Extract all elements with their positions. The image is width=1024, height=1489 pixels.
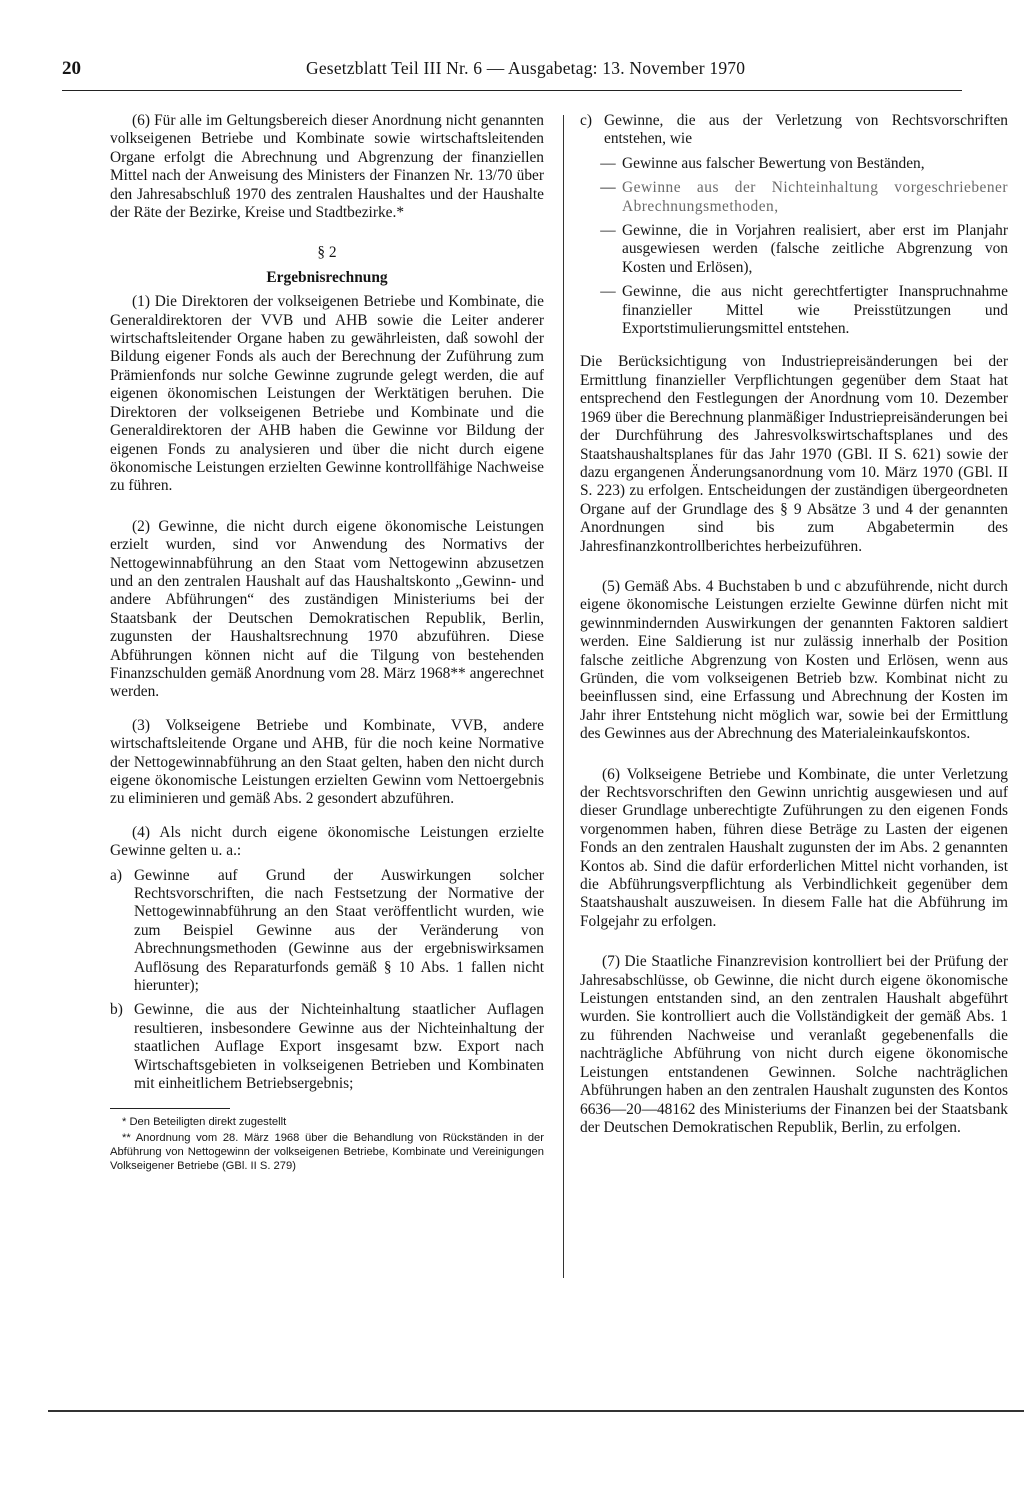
list-item-a: [110, 867, 544, 996]
list-item-label: a): [110, 866, 122, 884]
paragraph-2: (2) Gewinne, die nicht durch eigene ökonomische Leistungen erzielt wurden, sind vor Anwendung des Normativs der Nettogewinnabführung an den Staat vom Nettogewinn abzusetzen und an den zentralen Haushalt auf das Haushaltskonto „Gewinn- und andere Abführungen“ des zuständigen Ministeriums bei der Staatsbank der Deutschen Demokratischen Republik, Berlin, zugunsten der Haushaltsrechnung 1970 abzuführen. Diese Abführungen können nicht auf die Tilgung von bestehenden Finanzschulden gemäß Anordnung vom 28. März 1968** angerechnet werden.: [110, 517, 544, 701]
list-item-label: c): [580, 112, 592, 129]
footnote-rule: [110, 1108, 230, 1109]
footnote-2: ** Anordnung vom 28. März 1968 über die Behandlung von Rückständen in der Abführung von Nettogewinn der volkseigenen Betriebe, Kombinate und Vereinigungen Volkseigener Betriebe (GBl. II S. 279): [110, 1131, 544, 1173]
dash-item: [594, 155, 1008, 173]
dash-item: [594, 222, 1008, 277]
dash-mark: —: [600, 154, 616, 172]
dash-mark: —: [600, 179, 616, 197]
header-title: Gesetzblatt Teil III Nr. 6 — Ausgabetag: 13. November 1970: [306, 58, 746, 78]
paragraph-4: (4) Als nicht durch eigene ökonomische Leistungen erzielte Gewinne gelten u. a.:: [110, 823, 544, 860]
page-number: 20: [62, 58, 81, 79]
left-column: [110, 112, 544, 1173]
list-item-label: b): [110, 1001, 123, 1019]
list-item-text: Gewinne, die aus der Verletzung von Rechtsvorschriften entstehen, wie: [604, 112, 1008, 148]
paragraph-5: (5) Gemäß Abs. 4 Buchstaben b und c abzuführende, nicht durch eigene ökonomische Leistungen erzielte Gewinne dürfen nicht mit gewinnmindernden Auswirkungen der genannten Faktoren saldiert werden. Eine Saldierung ist nur zulässig innerhalb der Position falsche zeitliche Abgrenzung von Kosten und Erlösen, wenn aus Gründen, die vom volkseigenen Betrieb bzw. Kombinat nicht zu beeinflussen sind, eine Erfassung und Abrechnung der Kosten im Jahr ihrer Entstehung nicht möglich war, sowie bei der Ermittlung des Gewinnes aus der Abrechnung des Materialeinkaufskontos.: [580, 577, 1008, 743]
paragraph-7: (7) Die Staatliche Finanzrevision kontrolliert bei der Prüfung der Jahresabschlüsse, ob Gewinne, die nicht durch eigene ökonomische Leistungen entstanden sind, an den zentralen Haushalt abgeführt wurden. Sie kontrolliert auch die Vollständigkeit der gemäß Abs. 1 zu führenden Nachweise und veranlaßt gegebenenfalls die nachträgliche Abführung von nicht durch eigene ökonomische Leistungen entstandenen Gewinnen. Solche nachträglichen Abführungen haben an den zentralen Haushalt zugunsten des Kontos 6636—20—48162 des Ministeriums der Finanzen bei der Staatsbank der Deutschen Demokratischen Republik, Berlin, zu erfolgen.: [580, 953, 1008, 1136]
paragraph-6-right: (6) Volkseigene Betriebe und Kombinate, die unter Verletzung der Rechtsvorschriften den Gewinn unrichtig ausgewiesen und auf dieser Grundlage unberechtigte Zuführungen zu den eigenen Fonds vorgenommen haben, führen diese Beträge zu Lasten der eigenen Fonds an den zentralen Haushalt zugunsten der im Abs. 2 genannten Kontos ab. Sind die dafür erforderlichen Mittel nicht vorhanden, ist die Abführungsverpflichtung als Verbindlichkeit gegenüber dem Staatshaushalt auszuweisen. In diesem Falle hat die Abführung im Folgejahr zu erfolgen.: [580, 765, 1008, 930]
dash-item: [594, 179, 1008, 216]
dash-item-text: Gewinne aus falscher Bewertung von Beständen,: [622, 154, 925, 172]
dash-mark: —: [600, 222, 616, 240]
dash-item-text: Gewinne, die aus nicht gerechtfertigter Inanspruchnahme finanzieller Mittel wie Preisstützungen und Exportstimulierungsmittel entstehen.: [622, 283, 1008, 338]
list-item-b: [110, 1001, 544, 1093]
dash-mark: —: [600, 283, 616, 301]
list-item-text: Gewinne, die aus der Nichteinhaltung staatlicher Auflagen resultieren, insbesondere Gewinne aus der Nichteinhaltung der staatlichen Auflage Export insgesamt bzw. Export nach Wirtschaftsgebieten in volkseigenen Betrieben und Kombinaten mit einheitlichem Betriebsergebnis;: [134, 1001, 544, 1093]
list-item-text: Gewinne auf Grund der Auswirkungen solcher Rechtsvorschriften, die nach Festsetzung der Normative der Nettogewinnabführung an den Staat veröffentlicht wurden, wie zum Beispiel Gewinne aus der Veränderung von Abrechnungsmethoden (Gewinne aus der ergebniswirksamen Auflösung des Reparaturfonds gemäß § 10 Abs. 1 fallen nicht hierunter);: [134, 866, 544, 995]
paragraph-6-left: (6) Für alle im Geltungsbereich dieser Anordnung nicht genannten volkseigenen Betriebe und Kombinate sowie wirtschaftsleitenden Organe erfolgt die Abrechnung und Abgrenzung der finanziellen Mittel nach der Anweisung des Ministers der Finanzen Nr. 13/70 über den Jahresabschluß 1970 des zentralen Haushaltes und der Haushalte der Räte der Bezirke, Kreise und Stadtbezirke.*: [110, 112, 544, 222]
dash-item: [594, 283, 1008, 338]
page-header: [62, 58, 962, 84]
dash-item-text: Gewinne, die in Vorjahren realisiert, aber erst im Planjahr ausgewiesen werden (falsche zeitliche Abgrenzung von Kosten und Erlösen),: [622, 222, 1008, 276]
paragraph-1: (1) Die Direktoren der volkseigenen Betriebe und Kombinate, die Generaldirektoren der VVB und AHB sowie die Leiter anderer wirtschaftsleitender Organe haben zu gewährleisten, daß sowohl der Bildung eigener Fonds als auch der Berechnung der Zuführung zum Prämienfonds nur solche Gewinne zugrunde gelegt werden, die auf eigenen ökonomischen Leistungen der Werktätigen beruhen. Die Direktoren der volkseigenen Betriebe und Kombinate und die Generaldirektoren der AHB haben die Gewinne vor Bildung der eigenen Fonds zu analysieren und über die nicht durch eigene ökonomische Leistungen erzielten Gewinne kontrollfähige Nachweise zu führen.: [110, 293, 544, 495]
right-column: [580, 112, 1008, 1137]
dash-item-text: Gewinne aus der Nichteinhaltung vorgeschriebener Abrechnungsmethoden,: [622, 179, 1008, 215]
header-rule: [62, 90, 962, 91]
footnotes: [110, 1115, 544, 1174]
footnote-1: * Den Beteiligten direkt zugestellt: [122, 1115, 287, 1128]
section-number: § 2: [317, 244, 337, 262]
list-item-c: [580, 112, 1008, 149]
column-divider: [563, 115, 564, 1278]
paragraph-berucksichtigung: Die Berücksichtigung von Industriepreisänderungen bei der Ermittlung finanzieller Verpflichtungen gegenüber dem Staat hat entsprechend den Festlegungen der Anordnung vom 10. Dezember 1969 über die Berechnung planmäßiger Industriepreisänderungen bei der Durchführung des Jahresvolkswirtschaftsplanes und des Staatshaushaltsplanes für das Jahr 1970 (GBl. II S. 621) sowie der dazu ergangenen Änderungsanordnung vom 10. März 1970 (GBl. II S. 223) zu erfolgen. Entscheidungen der zuständigen übergeordneten Organe auf der Grundlage des § 9 Absätze 3 und 4 der genannten Anordnungen sind bis zum Abgabetermin des Jahresfinanzkontrollberichtes herbeizuführen.: [580, 353, 1008, 555]
section-title: Ergebnisrechnung: [266, 268, 388, 286]
dash-list: [580, 155, 1008, 339]
paragraph-3: (3) Volkseigene Betriebe und Kombinate, VVB, andere wirtschaftsleitende Organe und AHB, für die noch keine Normative der Nettogewinnabführung an den Staat gelten, haben den nicht durch eigene ökonomische Leistungen erzielten Gewinn vom Nettoergebnis zu eliminieren und gemäß Abs. 2 gesondert abzuführen.: [110, 716, 544, 808]
bottom-rule: [48, 1410, 1024, 1412]
